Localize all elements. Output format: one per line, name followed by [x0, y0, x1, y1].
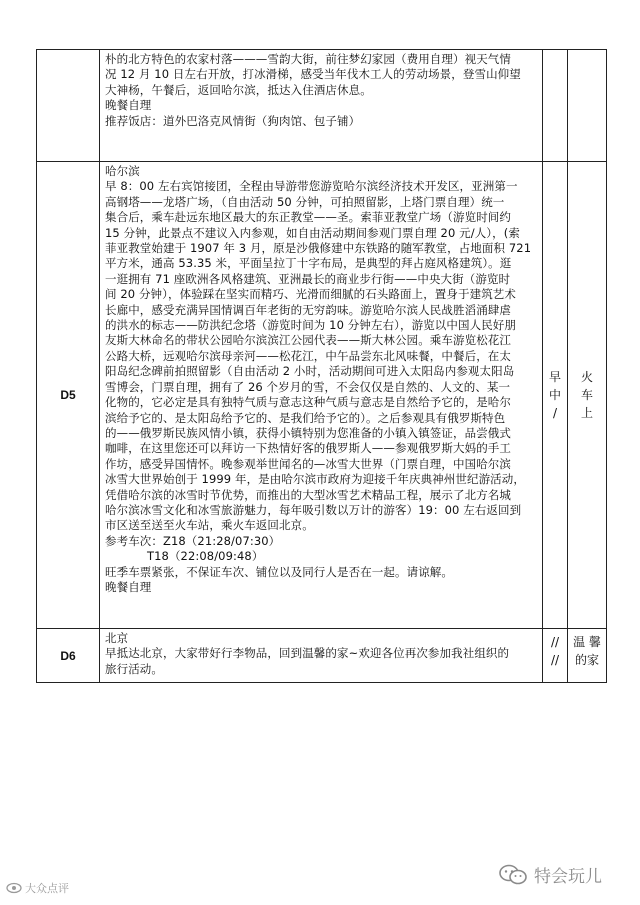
- itinerary-row-d5: [37, 162, 607, 629]
- itinerary-text-line: 的——俄罗斯民族风情小镇，获得小镇特别为您准备的小镇入镇签证，品尝俄式: [105, 425, 511, 440]
- hotel-char: 火: [580, 370, 593, 384]
- itinerary-table: [36, 49, 607, 683]
- itinerary-text-line: 北京: [105, 631, 129, 645]
- itinerary-text-line: 平方米，通高 53.35 米，平面呈拉丁十字布局，是典型的拜占庭风格建筑）。逛: [105, 256, 512, 271]
- itinerary-text-line: 集合后，乘车赴远东地区最大的东正教堂——圣。索菲亚教堂广场（游览时间约: [105, 210, 511, 225]
- itinerary-row-d6: [37, 629, 607, 683]
- meals-cell: [543, 162, 568, 629]
- meals-cell: [543, 50, 568, 162]
- hotel-cell: [568, 162, 607, 629]
- meals-char: //: [550, 653, 560, 667]
- itinerary-text-line: 高钢塔——龙塔广场，（自由活动 50 分钟，可拍照留影，上塔门票自理）统一: [105, 194, 505, 209]
- itinerary-text-line: 凭借哈尔滨的冰雪时节优势，而推出的大型冰雪艺术精品工程，展示了北方名城: [105, 487, 511, 502]
- itinerary-text-line: 作坊，感受异国情怀。晚参观举世闻名的—冰雪大世界（门票自理，中国哈尔滨: [105, 456, 511, 471]
- wechat-logo-icon: [498, 863, 528, 887]
- itinerary-text-line: 哈尔滨冰雪文化和冰雪旅游魅力，每年吸引数以万计的游客）19：00 左右返回到: [105, 502, 522, 517]
- itinerary-content: [100, 629, 543, 683]
- itinerary-text-line: 长廊中，感受充满异国情调百年老街的无穷韵味。游览哈尔滨人民战胜滔涌肆虐: [105, 302, 511, 317]
- itinerary-text-line: 旅行活动。: [105, 661, 163, 676]
- itinerary-content: [100, 50, 543, 162]
- itinerary-text-line: T18（22:08/09:48）: [147, 549, 264, 564]
- itinerary-text-line: 友斯大林命名的带状公园哈尔滨滨江公园代表——斯大林公园。乘车游览松花江: [105, 333, 511, 348]
- itinerary-text-line: 化物的，它必定是具有独特气质与意志这种气质与意志是自然给予它的，是哈尔: [105, 395, 511, 410]
- itinerary-row-continued: [37, 50, 607, 162]
- itinerary-text-line: 大神杨，午餐后，返回哈尔滨，抵达入住酒店休息。: [105, 82, 372, 97]
- hotel-char: 车: [580, 388, 593, 402]
- itinerary-text-line: 15 分钟，此景点不建议入内参观，如自由活动期间参观门票自理 20 元/人），(索: [105, 225, 520, 240]
- itinerary-text-line: 参考车次：Z18（21:28/07:30）: [105, 533, 281, 548]
- meals-char: //: [550, 635, 560, 649]
- itinerary-text-line: 早抵达北京，大家带好行李物品，回到温馨的家~欢迎各位再次参加我社组织的: [105, 646, 510, 661]
- watermark-right-text: 特会玩儿: [534, 867, 602, 887]
- meals-char: 中: [548, 388, 561, 402]
- itinerary-text-line: 晚餐自理: [105, 98, 152, 113]
- itinerary-text-line: 雪博会，门票自理，拥有了 26 个岁月的雪，不会仅仅是自然的、人文的、某一: [105, 379, 511, 394]
- itinerary-text-line: 间 20 分钟），体验踩在坚实而精巧、光滑而细腻的石头路面上，置身于建筑艺术: [105, 287, 516, 302]
- hotel-cell: [568, 629, 607, 683]
- itinerary-text-line: 菲亚教堂始建于 1907 年 3 月，原是沙俄修建中东铁路的随军教堂，占地面积 721: [105, 241, 532, 256]
- itinerary-text-line: 早 8：00 左右宾馆接团，全程由导游带您游览哈尔滨经济技术开发区，亚洲第一: [105, 179, 518, 194]
- day-cell: [37, 50, 100, 162]
- itinerary-text-line: 冰雪大世界始创于 1999 年，是由哈尔滨市政府为迎接千年庆典神州世纪游活动，: [105, 472, 525, 487]
- itinerary-text-line: 一逛拥有 71 座欧洲各风格建筑、亚洲最长的商业步行街——中央大街（游览时: [105, 271, 511, 286]
- meals-char: 早: [548, 370, 561, 384]
- itinerary-text-line: 晚餐自理: [105, 579, 152, 594]
- meals-char: /: [552, 406, 558, 420]
- itinerary-text-line: 公路大桥，远观哈尔滨母亲河——松花江，中午品尝东北风味餐，中餐后，在太: [105, 348, 511, 363]
- day-cell: D5: [37, 162, 100, 629]
- itinerary-text-line: 市区送至送至火车站，乘火车返回北京。: [105, 518, 314, 533]
- itinerary-text-line: 哈尔滨: [105, 164, 140, 178]
- hotel-char: 的家: [574, 653, 599, 667]
- watermark-left-text: 大众点评: [25, 882, 69, 895]
- itinerary-text-line: 滨给予它的、是太阳岛给予它的、是我们给予它的）。之后参观具有俄罗斯特色: [105, 410, 506, 425]
- hotel-cell: [568, 50, 607, 162]
- itinerary-text-line: 的洪水的标志——防洪纪念塔（游览时间为 10 分钟左右），游览以中国人民好朋: [105, 318, 516, 333]
- itinerary-text-line: 咖啡，在这里您还可以拜访一下热情好客的俄罗斯人——参观俄罗斯大妈的手工: [105, 441, 511, 456]
- watermark-right: [498, 862, 602, 887]
- itinerary-text-line: 朴的北方特色的农家村落———雪韵大街，前往梦幻家园（费用自理）视天气情: [105, 52, 511, 66]
- hotel-char: 上: [580, 406, 593, 420]
- itinerary-text-line: 旺季车票紧张，不保证车次、铺位以及同行人是否在一起。请谅解。: [105, 564, 453, 579]
- itinerary-text-line: 况 12 月 10 日左右开放，打冰滑梯，感受当年伐木工人的劳动场景，登雪山仰望: [105, 67, 521, 82]
- watermark-left: [6, 880, 69, 896]
- hotel-char: 温 馨: [573, 635, 601, 649]
- meals-cell: [543, 629, 568, 683]
- itinerary-content: [100, 162, 543, 629]
- eye-logo-icon: [6, 882, 22, 894]
- day-cell: D6: [37, 629, 100, 683]
- itinerary-text-line: 推荐饭店：道外巴洛克风情街（狗肉馆、包子铺）: [105, 113, 361, 128]
- itinerary-text-line: 阳岛纪念碑前拍照留影（自由活动 2 小时，活动期间可进入太阳岛内参观太阳岛: [105, 364, 515, 379]
